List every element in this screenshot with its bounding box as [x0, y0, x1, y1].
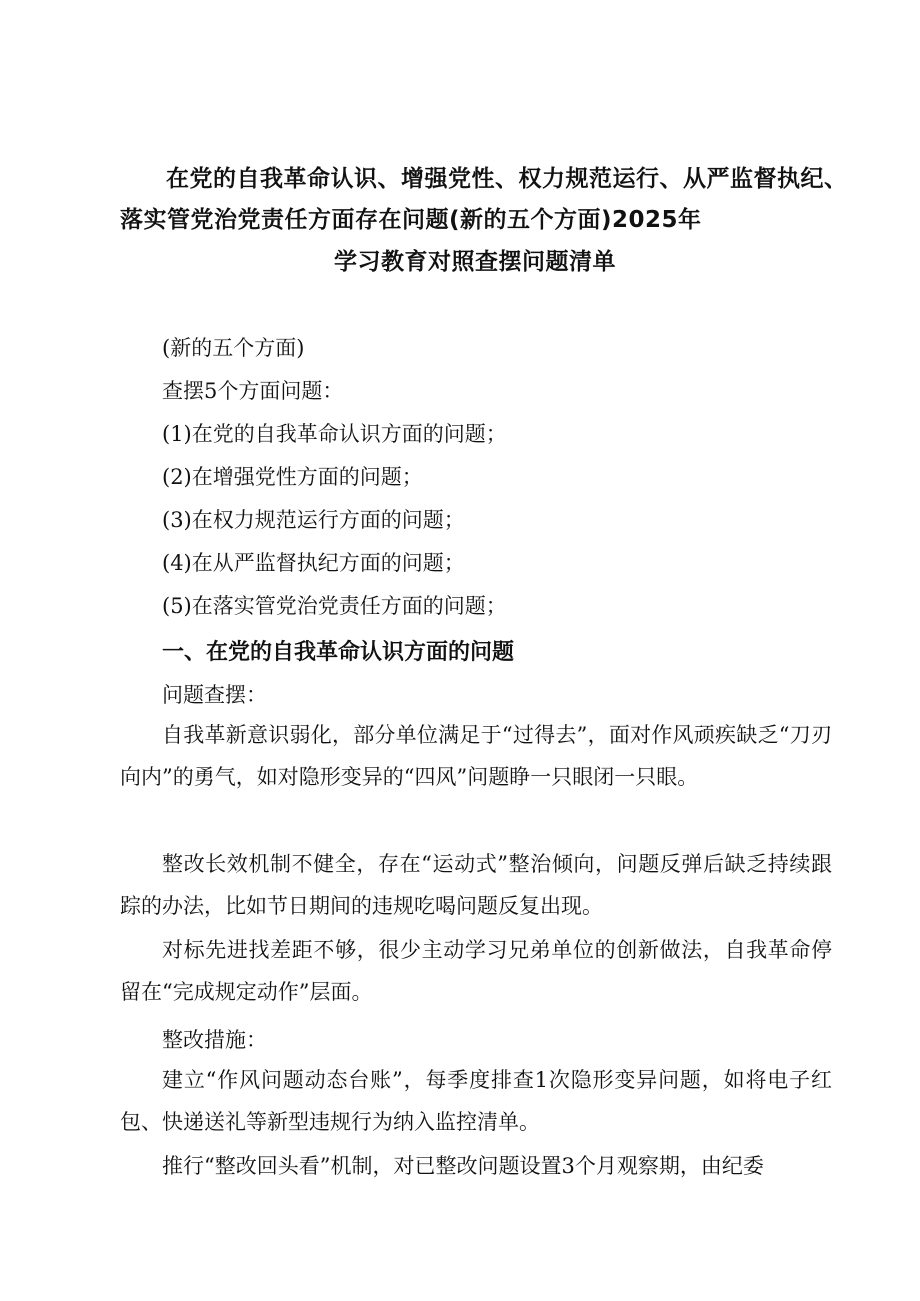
issue-list-item: (4)在从严监督执纪方面的问题； — [162, 551, 465, 575]
problem-paragraph: 自我革新意识弱化，部分单位满足于“过得去”，面对作风顽疾缺乏“刀刃向内”的勇气，如对隐形变异的“四风”问题睁一只眼闭一只眼。 — [120, 723, 832, 789]
measure-paragraph: 建立“作风问题动态台账”，每季度排查1次隐形变异问题，如将电子红包、快递送礼等新型违规行为纳入监控清单。 — [120, 1068, 832, 1134]
measure-paragraph: 推行“整改回头看”机制，对已整改问题设置3个月观察期，由纪委 — [162, 1154, 764, 1178]
document-title-line-1: 在党的自我革命认识、增强党性、权力规范运行、从严监督执纪、 — [166, 166, 848, 192]
problem-paragraph: 对标先进找差距不够，很少主动学习兄弟单位的创新做法，自我革命停留在“完成规定动作”层面。 — [120, 938, 832, 1004]
issue-list-item: (1)在党的自我革命认识方面的问题； — [162, 422, 507, 446]
issue-list-item: (2)在增强党性方面的问题； — [162, 465, 423, 489]
measures-label: 整改措施： — [162, 1028, 267, 1052]
section-heading: 一、在党的自我革命认识方面的问题 — [162, 640, 515, 665]
issue-list-item: (3)在权力规范运行方面的问题； — [162, 508, 465, 532]
intro-note: (新的五个方面) — [162, 336, 305, 360]
document-title-line-2: 落实管党治党责任方面存在问题(新的五个方面)2025年 — [120, 207, 702, 233]
intro-lead: 查摆5个方面问题： — [162, 379, 344, 403]
issue-list-item: (5)在落实管党治党责任方面的问题； — [162, 594, 507, 618]
problems-label: 问题查摆： — [162, 683, 267, 707]
document-title-line-3: 学习教育对照查摆问题清单 — [334, 249, 616, 275]
problem-paragraph: 整改长效机制不健全，存在“运动式”整治倾向，问题反弹后缺乏持续跟踪的办法，比如节日期间的违规吃喝问题反复出现。 — [120, 852, 832, 918]
